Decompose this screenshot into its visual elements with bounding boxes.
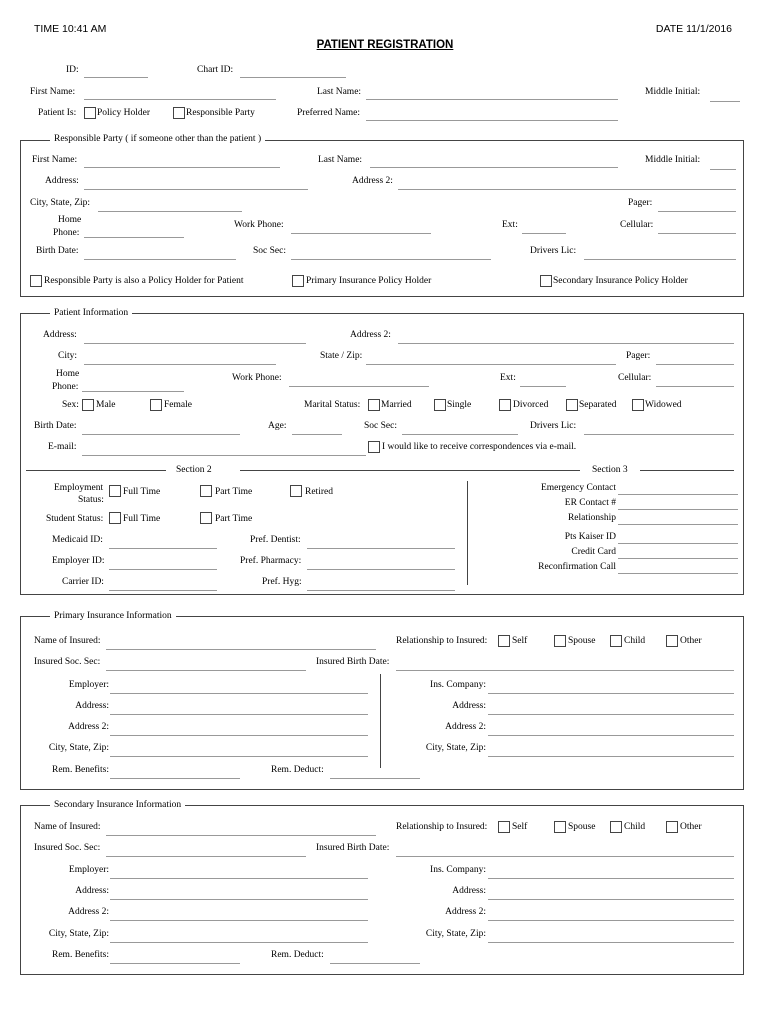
credit-card-field[interactable] bbox=[618, 558, 738, 559]
pri-birth-date-label: Insured Birth Date: bbox=[316, 657, 390, 667]
rp-home-label: Home bbox=[58, 215, 82, 225]
policy-holder-checkbox[interactable] bbox=[84, 107, 96, 119]
pi-drivers-lic-field[interactable] bbox=[584, 434, 734, 435]
pri-deduct-label: Rem. Deduct: bbox=[271, 765, 324, 775]
rp-phone-label: Phone: bbox=[53, 228, 80, 238]
rp-secondary-holder-checkbox[interactable] bbox=[540, 275, 552, 287]
carrier-id-field[interactable] bbox=[109, 590, 217, 591]
sec-spouse-label: Spouse bbox=[568, 822, 596, 832]
rp-birth-date-field[interactable] bbox=[84, 259, 236, 260]
relationship-label: Relationship bbox=[567, 513, 616, 523]
sec-ins-city-label: City, State, Zip: bbox=[425, 929, 486, 939]
rp-pager-label: Pager: bbox=[628, 198, 653, 208]
sec-soc-sec-label: Insured Soc. Sec: bbox=[34, 843, 101, 853]
section-divider bbox=[467, 481, 468, 585]
sec-name-insured-label: Name of Insured: bbox=[34, 822, 101, 832]
pi-birth-date-label: Birth Date: bbox=[34, 421, 77, 431]
rp-address-label: Address: bbox=[45, 176, 79, 186]
pi-pager-field[interactable] bbox=[656, 364, 734, 365]
rp-cellular-label: Cellular: bbox=[620, 220, 654, 230]
section3-rule bbox=[640, 470, 734, 471]
pri-company-label: Ins. Company: bbox=[430, 680, 486, 690]
sec-ins-address2-label: Address 2: bbox=[445, 907, 486, 917]
pri-city-field[interactable] bbox=[110, 756, 368, 757]
pri-self-label: Self bbox=[512, 636, 528, 646]
student-full-time-label: Full Time bbox=[123, 514, 161, 524]
pri-benefits-label: Rem. Benefits: bbox=[52, 765, 109, 775]
section2-title: Section 2 bbox=[176, 465, 212, 475]
preferred-name-label: Preferred Name: bbox=[297, 108, 361, 118]
rp-city-field[interactable] bbox=[98, 211, 242, 212]
sec-birth-date-field[interactable] bbox=[396, 856, 734, 857]
pri-birth-date-field[interactable] bbox=[396, 670, 734, 671]
separated-checkbox[interactable] bbox=[566, 399, 578, 411]
pi-address-field[interactable] bbox=[84, 343, 306, 344]
last-name-field[interactable] bbox=[366, 99, 618, 100]
sec-ins-address2-field[interactable] bbox=[488, 920, 734, 921]
sec-benefits-label: Rem. Benefits: bbox=[52, 950, 109, 960]
married-label: Married bbox=[381, 400, 412, 410]
responsible-party-checkbox[interactable] bbox=[173, 107, 185, 119]
rp-pager-field[interactable] bbox=[658, 211, 736, 212]
separated-label: Separated bbox=[579, 400, 617, 410]
pri-address-label: Address: bbox=[75, 701, 109, 711]
pi-home-phone-field[interactable] bbox=[82, 391, 184, 392]
sec-employer-field[interactable] bbox=[110, 878, 368, 879]
rp-last-name-field[interactable] bbox=[370, 167, 618, 168]
employment-label-1: Employment bbox=[54, 483, 104, 493]
rp-policy-holder-checkbox[interactable] bbox=[30, 275, 42, 287]
pi-phone-label: Phone: bbox=[52, 382, 79, 392]
middle-initial-label: Middle Initial: bbox=[645, 87, 701, 97]
pri-benefits-field[interactable] bbox=[110, 778, 240, 779]
rp-work-phone-label: Work Phone: bbox=[234, 220, 284, 230]
emergency-contact-field[interactable] bbox=[618, 494, 738, 495]
sec-employer-label: Employer: bbox=[68, 865, 109, 875]
pri-other-checkbox[interactable] bbox=[666, 635, 678, 647]
sec-self-checkbox[interactable] bbox=[498, 821, 510, 833]
rp-cellular-field[interactable] bbox=[658, 233, 736, 234]
rp-birth-date-label: Birth Date: bbox=[36, 246, 79, 256]
reconfirmation-label: Reconfirmation Call bbox=[538, 562, 616, 572]
marital-status-label: Marital Status: bbox=[304, 400, 361, 410]
pi-soc-sec-label: Soc Sec: bbox=[364, 421, 397, 431]
student-full-time-checkbox[interactable] bbox=[109, 512, 121, 524]
sec-ins-city-field[interactable] bbox=[488, 942, 734, 943]
single-checkbox[interactable] bbox=[434, 399, 446, 411]
pri-child-checkbox[interactable] bbox=[610, 635, 622, 647]
sec-city-label: City, State, Zip: bbox=[48, 929, 109, 939]
pri-address2-label: Address 2: bbox=[68, 722, 109, 732]
pri-name-insured-label: Name of Insured: bbox=[34, 636, 101, 646]
pri-address2-field[interactable] bbox=[110, 735, 368, 736]
pi-cellular-field[interactable] bbox=[656, 386, 734, 387]
pi-state-zip-field[interactable] bbox=[366, 364, 616, 365]
pi-work-phone-field[interactable] bbox=[289, 386, 429, 387]
pi-city-label: City: bbox=[58, 351, 78, 361]
carrier-id-label: Carrier ID: bbox=[62, 577, 104, 587]
last-name-label: Last Name: bbox=[317, 87, 362, 97]
medicaid-field[interactable] bbox=[109, 548, 217, 549]
pri-ins-city-label: City, State, Zip: bbox=[425, 743, 486, 753]
rp-primary-holder-checkbox[interactable] bbox=[292, 275, 304, 287]
emergency-contact-label: Emergency Contact bbox=[540, 483, 616, 493]
rp-middle-initial-field[interactable] bbox=[710, 169, 736, 170]
id-field[interactable] bbox=[84, 77, 148, 78]
rp-soc-sec-label: Soc Sec: bbox=[253, 246, 286, 256]
medicaid-label: Medicaid ID: bbox=[52, 535, 103, 545]
pi-age-label: Age: bbox=[268, 421, 287, 431]
first-name-label: First Name: bbox=[30, 87, 76, 97]
first-name-field[interactable] bbox=[84, 99, 276, 100]
reconfirmation-field[interactable] bbox=[618, 573, 738, 574]
pri-name-insured-field[interactable] bbox=[106, 649, 376, 650]
preferred-name-field[interactable] bbox=[366, 120, 618, 121]
sec-soc-sec-field[interactable] bbox=[106, 856, 306, 857]
male-label: Male bbox=[96, 400, 116, 410]
chart-id-label: Chart ID: bbox=[197, 65, 234, 75]
er-contact-label: ER Contact # bbox=[564, 498, 616, 508]
pri-other-label: Other bbox=[680, 636, 702, 646]
pref-pharmacy-label: Pref. Pharmacy: bbox=[240, 556, 302, 566]
pri-address-field[interactable] bbox=[110, 714, 368, 715]
pri-soc-sec-field[interactable] bbox=[106, 670, 306, 671]
sec-ins-address-label: Address: bbox=[452, 886, 486, 896]
pri-soc-sec-label: Insured Soc. Sec: bbox=[34, 657, 101, 667]
rp-first-name-label: First Name: bbox=[32, 155, 78, 165]
single-label: Single bbox=[447, 400, 472, 410]
pri-employer-label: Employer: bbox=[68, 680, 109, 690]
sec-other-label: Other bbox=[680, 822, 702, 832]
section3-title: Section 3 bbox=[592, 465, 628, 475]
employment-label-2: Status: bbox=[78, 495, 104, 505]
pri-ins-city-field[interactable] bbox=[488, 756, 734, 757]
id-label: ID: bbox=[66, 65, 79, 75]
pref-pharmacy-field[interactable] bbox=[307, 569, 455, 570]
policy-holder-label: Policy Holder bbox=[97, 108, 151, 118]
pri-spouse-checkbox[interactable] bbox=[554, 635, 566, 647]
pref-dentist-field[interactable] bbox=[307, 548, 455, 549]
credit-card-label: Credit Card bbox=[571, 547, 616, 557]
date-stamp: DATE 11/1/2016 bbox=[655, 23, 732, 35]
emp-part-time-checkbox[interactable] bbox=[200, 485, 212, 497]
pi-ext-field[interactable] bbox=[520, 386, 566, 387]
pi-soc-sec-field[interactable] bbox=[402, 434, 518, 435]
pri-company-field[interactable] bbox=[488, 693, 734, 694]
responsible-party-section bbox=[20, 140, 744, 297]
sec-ins-address-field[interactable] bbox=[488, 899, 734, 900]
er-contact-field[interactable] bbox=[618, 509, 738, 510]
pi-address-label: Address: bbox=[43, 330, 77, 340]
pri-ins-address2-field[interactable] bbox=[488, 735, 734, 736]
rp-first-name-field[interactable] bbox=[84, 167, 280, 168]
sec-birth-date-label: Insured Birth Date: bbox=[316, 843, 390, 853]
rp-address2-label: Address 2: bbox=[352, 176, 393, 186]
rp-city-label: City, State, Zip: bbox=[30, 198, 91, 208]
section2-right-rule bbox=[240, 470, 580, 471]
female-label: Female bbox=[164, 400, 192, 410]
sec-other-checkbox[interactable] bbox=[666, 821, 678, 833]
pri-ins-address-label: Address: bbox=[452, 701, 486, 711]
emp-retired-label: Retired bbox=[305, 487, 333, 497]
pri-ins-address2-label: Address 2: bbox=[445, 722, 486, 732]
pi-state-zip-label: State / Zip: bbox=[320, 351, 363, 361]
sec-address-label: Address: bbox=[75, 886, 109, 896]
sec-benefits-field[interactable] bbox=[110, 963, 240, 964]
employer-id-field[interactable] bbox=[109, 569, 217, 570]
pi-ext-label: Ext: bbox=[500, 373, 516, 383]
rp-drivers-lic-field[interactable] bbox=[584, 259, 736, 260]
married-checkbox[interactable] bbox=[368, 399, 380, 411]
emp-part-time-label: Part Time bbox=[215, 487, 253, 497]
pri-employer-field[interactable] bbox=[110, 693, 368, 694]
sec-child-label: Child bbox=[624, 822, 646, 832]
section2-left-rule bbox=[26, 470, 166, 471]
rp-last-name-label: Last Name: bbox=[318, 155, 363, 165]
rp-ext-field[interactable] bbox=[522, 233, 566, 234]
sec-company-label: Ins. Company: bbox=[430, 865, 486, 875]
secondary-insurance-legend: Secondary Insurance Information bbox=[50, 800, 185, 811]
widowed-label: Widowed bbox=[645, 400, 682, 410]
rp-address2-field[interactable] bbox=[398, 189, 736, 190]
rp-home-phone-field[interactable] bbox=[84, 237, 184, 238]
rp-work-phone-field[interactable] bbox=[291, 233, 431, 234]
page-title: PATIENT REGISTRATION bbox=[316, 39, 454, 51]
pi-address2-label: Address 2: bbox=[350, 330, 391, 340]
pri-self-checkbox[interactable] bbox=[498, 635, 510, 647]
rp-policy-holder-text: Responsible Party is also a Policy Holder for Patient bbox=[44, 276, 244, 286]
pi-email-field[interactable] bbox=[82, 455, 366, 456]
rp-drivers-lic-label: Drivers Lic: bbox=[530, 246, 577, 256]
time-stamp: TIME 10:41 AM bbox=[34, 23, 107, 35]
pi-address2-field[interactable] bbox=[398, 343, 734, 344]
pi-home-label: Home bbox=[56, 369, 80, 379]
student-status-label: Student Status: bbox=[46, 514, 104, 524]
male-checkbox[interactable] bbox=[82, 399, 94, 411]
widowed-checkbox[interactable] bbox=[632, 399, 644, 411]
pi-age-field[interactable] bbox=[292, 434, 342, 435]
sec-name-insured-field[interactable] bbox=[106, 835, 376, 836]
sec-deduct-field[interactable] bbox=[330, 963, 420, 964]
sec-address2-label: Address 2: bbox=[68, 907, 109, 917]
rp-ext-label: Ext: bbox=[502, 220, 518, 230]
patient-is-label: Patient Is: bbox=[38, 108, 77, 118]
pri-column-divider bbox=[380, 674, 381, 768]
sec-deduct-label: Rem. Deduct: bbox=[271, 950, 324, 960]
divorced-label: Divorced bbox=[513, 400, 549, 410]
rp-primary-holder-text: Primary Insurance Policy Holder bbox=[306, 276, 432, 286]
employer-id-label: Employer ID: bbox=[52, 556, 105, 566]
pi-sex-label: Sex: bbox=[62, 400, 79, 410]
responsible-party-label: Responsible Party bbox=[186, 108, 255, 118]
primary-insurance-legend: Primary Insurance Information bbox=[50, 611, 176, 622]
pri-spouse-label: Spouse bbox=[568, 636, 596, 646]
relationship-field[interactable] bbox=[618, 524, 738, 525]
pri-ins-address-field[interactable] bbox=[488, 714, 734, 715]
sec-self-label: Self bbox=[512, 822, 528, 832]
pi-pager-label: Pager: bbox=[626, 351, 651, 361]
email-consent-checkbox[interactable] bbox=[368, 441, 380, 453]
rp-secondary-holder-text: Secondary Insurance Policy Holder bbox=[553, 276, 688, 286]
sec-city-field[interactable] bbox=[110, 942, 368, 943]
sec-address2-field[interactable] bbox=[110, 920, 368, 921]
student-part-time-label: Part Time bbox=[215, 514, 253, 524]
email-consent-text: I would like to receive correspondences via e-mail. bbox=[382, 442, 577, 452]
rp-soc-sec-field[interactable] bbox=[291, 259, 491, 260]
divorced-checkbox[interactable] bbox=[499, 399, 511, 411]
emp-full-time-checkbox[interactable] bbox=[109, 485, 121, 497]
sec-address-field[interactable] bbox=[110, 899, 368, 900]
pri-relationship-label: Relationship to Insured: bbox=[396, 636, 488, 646]
rp-middle-initial-label: Middle Initial: bbox=[645, 155, 701, 165]
pref-hyg-label: Pref. Hyg: bbox=[262, 577, 302, 587]
pri-city-label: City, State, Zip: bbox=[48, 743, 109, 753]
pi-birth-date-field[interactable] bbox=[82, 434, 240, 435]
rp-address-field[interactable] bbox=[84, 189, 308, 190]
kaiser-id-label: Pts Kaiser ID bbox=[564, 532, 616, 542]
pri-deduct-field[interactable] bbox=[330, 778, 420, 779]
pi-email-label: E-mail: bbox=[48, 442, 77, 452]
pi-work-phone-label: Work Phone: bbox=[232, 373, 282, 383]
emp-retired-checkbox[interactable] bbox=[290, 485, 302, 497]
sec-child-checkbox[interactable] bbox=[610, 821, 622, 833]
student-part-time-checkbox[interactable] bbox=[200, 512, 212, 524]
pref-hyg-field[interactable] bbox=[307, 590, 455, 591]
pri-child-label: Child bbox=[624, 636, 646, 646]
responsible-party-legend: Responsible Party ( if someone other than the patient ) bbox=[50, 134, 265, 145]
chart-id-field[interactable] bbox=[240, 77, 346, 78]
sec-company-field[interactable] bbox=[488, 878, 734, 879]
pi-cellular-label: Cellular: bbox=[618, 373, 652, 383]
patient-information-legend: Patient Information bbox=[50, 308, 132, 319]
emp-full-time-label: Full Time bbox=[123, 487, 161, 497]
pref-dentist-label: Pref. Dentist: bbox=[250, 535, 301, 545]
middle-initial-field[interactable] bbox=[710, 101, 740, 102]
kaiser-id-field[interactable] bbox=[618, 543, 738, 544]
female-checkbox[interactable] bbox=[150, 399, 162, 411]
sec-spouse-checkbox[interactable] bbox=[554, 821, 566, 833]
pi-city-field[interactable] bbox=[84, 364, 276, 365]
sec-relationship-label: Relationship to Insured: bbox=[396, 822, 488, 832]
pi-drivers-lic-label: Drivers Lic: bbox=[530, 421, 577, 431]
